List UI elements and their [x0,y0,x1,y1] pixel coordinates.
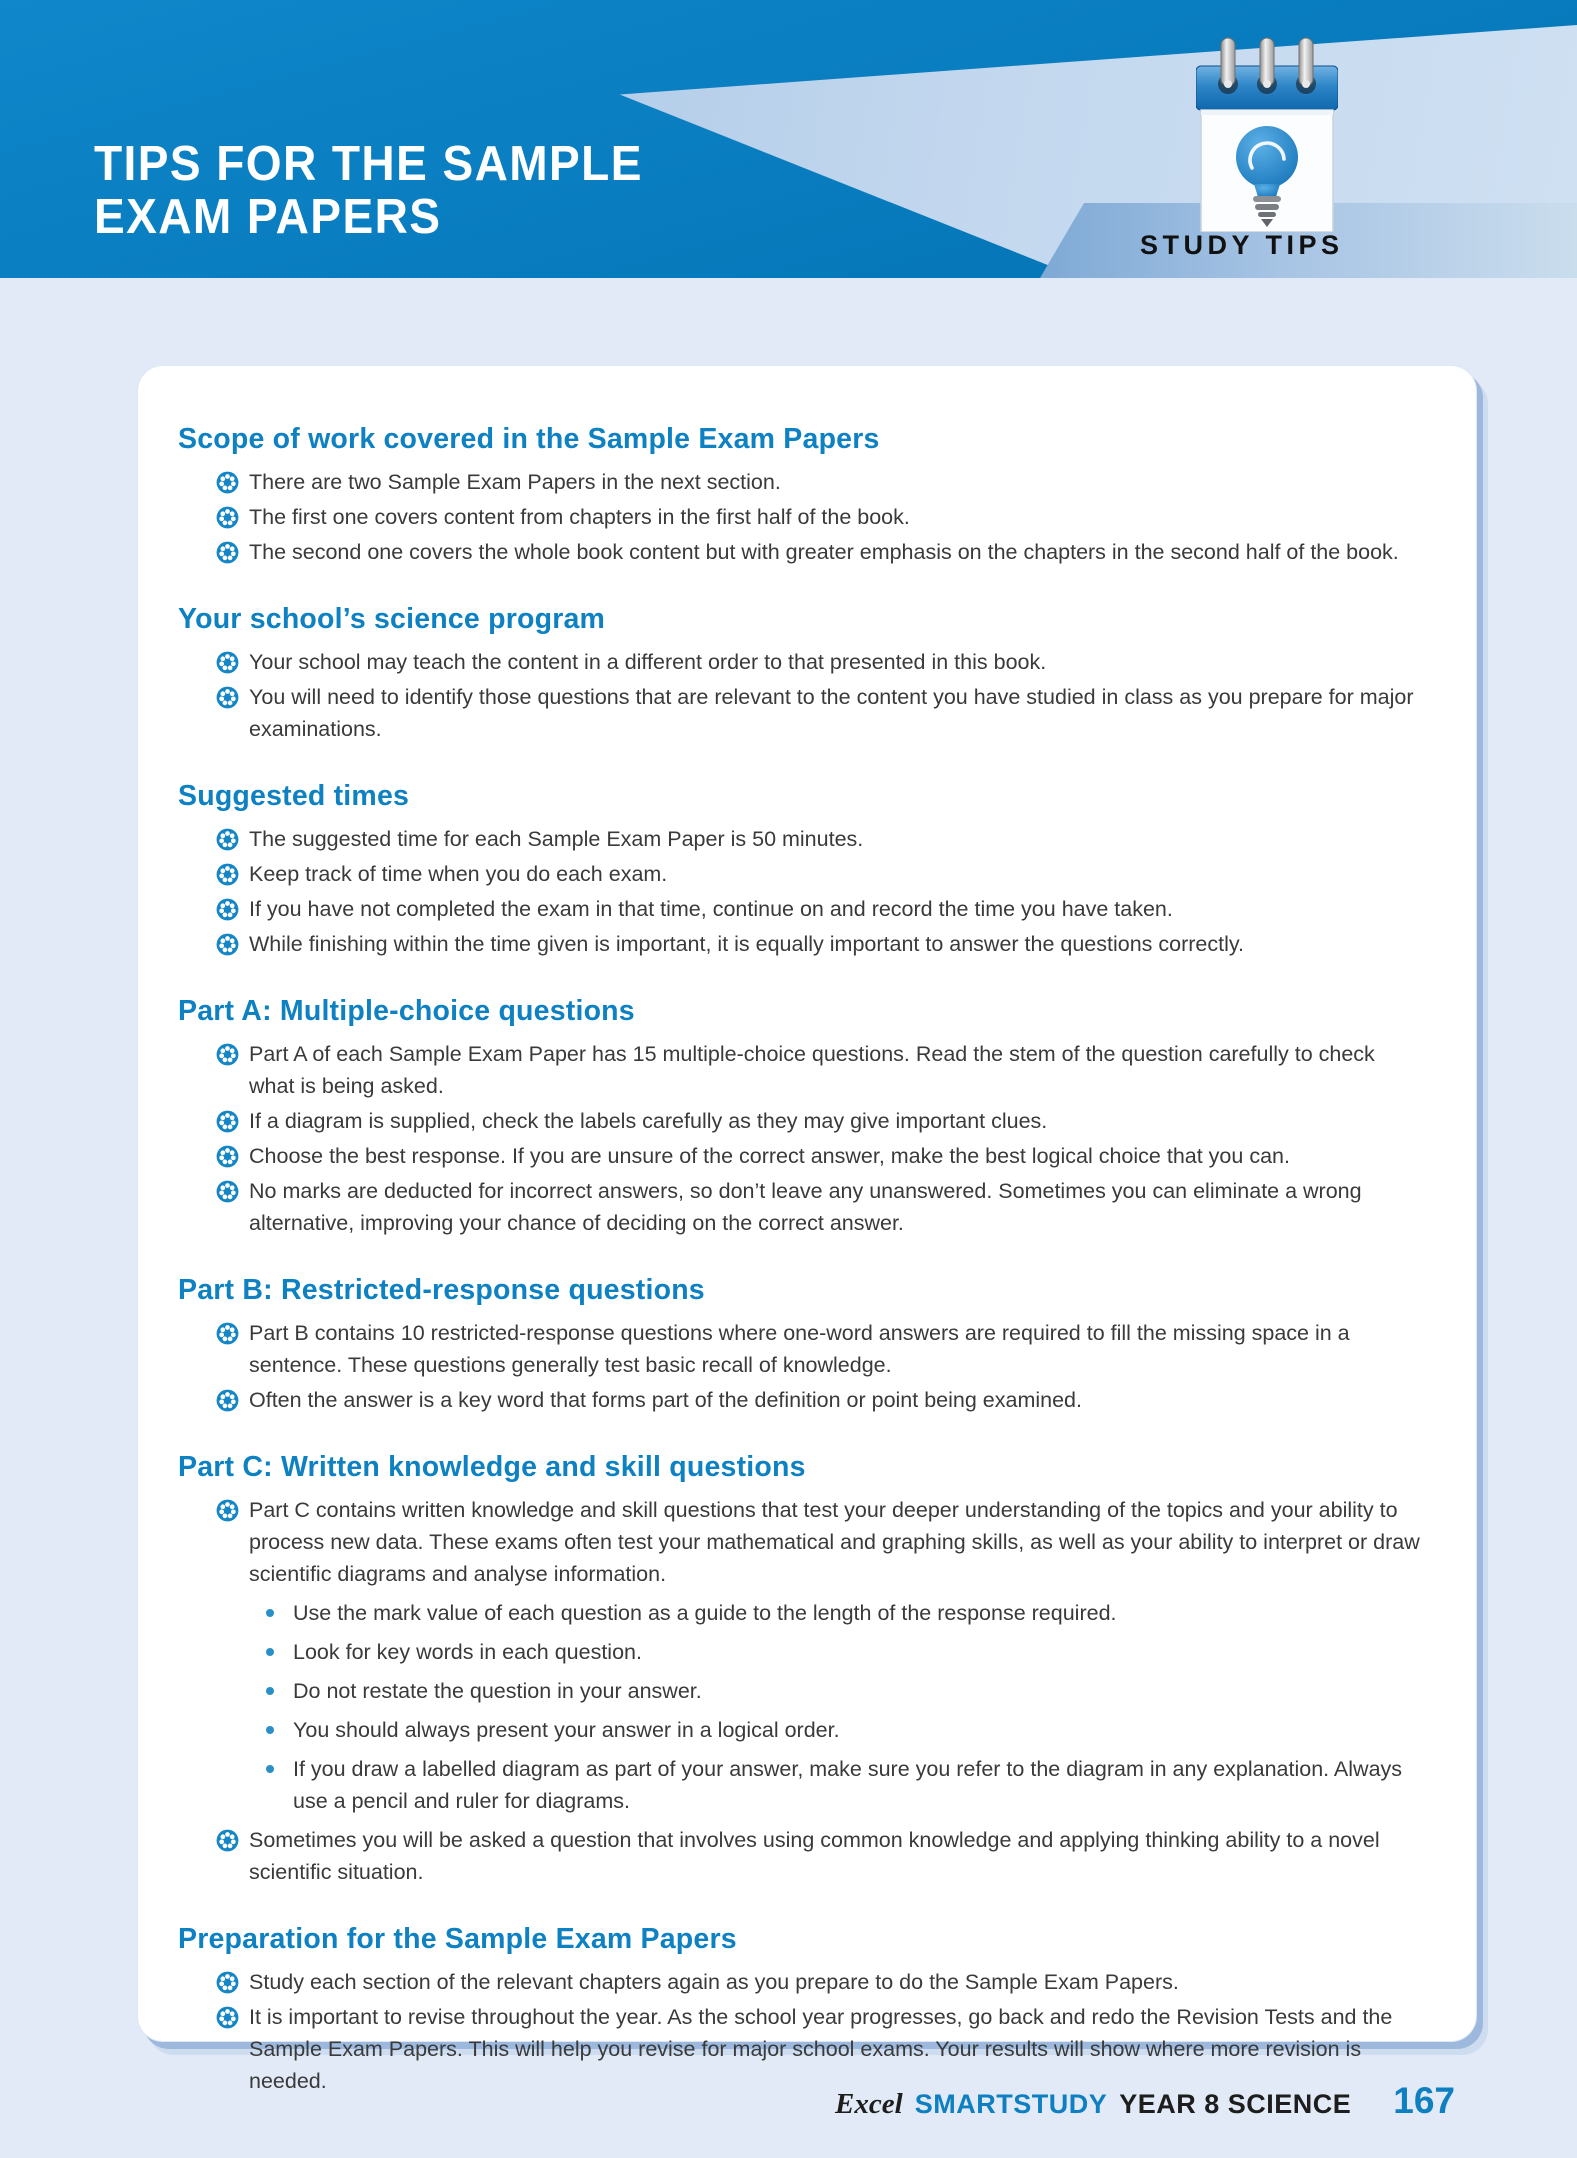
list-item [178,1317,1428,1381]
gear-bullet-icon [216,686,239,709]
gear-bullet-icon [216,1043,239,1066]
page-title [94,138,643,244]
list-item [178,1384,1428,1416]
gear-bullet-icon [216,1322,239,1345]
series-name: SMARTSTUDY [914,2089,1108,2119]
bullet-text: Often the answer is a key word that forms part of the definition or point being examined. [249,1388,1082,1412]
gear-bullet-icon [216,541,239,564]
page-number: 167 [1393,2080,1455,2121]
bullet-text: Do not restate the question in your answer. [293,1679,702,1703]
bullet-text: While finishing within the time given is important, it is equally important to answer the questions correctly. [249,932,1245,956]
list-item [178,1966,1428,1998]
section-heading: Your school’s science program [178,603,606,635]
page-header [0,0,1577,278]
bullet-text: Part B contains 10 restricted-response questions where one-word answers are required to fill the missing space in a sentence. These questions generally test basic recall of knowledge. [249,1321,1350,1377]
brand-logo: Excel [835,2088,903,2120]
bullet-text: The second one covers the whole book content but with greater emphasis on the chapters in the second half of the book. [249,540,1399,564]
sub-list-item [178,1714,1428,1746]
section-suggested-times [178,779,1428,960]
gear-bullet-icon [216,1389,239,1412]
section-school-program [178,602,1428,745]
list-item [178,858,1428,890]
gear-bullet-icon [216,506,239,529]
gear-bullet-icon [216,1499,239,1522]
section-part-b [178,1273,1428,1416]
bullet-text: Use the mark value of each question as a guide to the length of the response required. [293,1601,1117,1625]
sub-list-item [178,1636,1428,1668]
list-item [178,1105,1428,1137]
gear-bullet-icon [216,1180,239,1203]
bullet-text: Study each section of the relevant chapters again as you prepare to do the Sample Exam Papers. [249,1970,1179,1994]
list-item [178,893,1428,925]
gear-bullet-icon [216,1971,239,1994]
section-scope [178,422,1428,568]
dot-bullet-icon [266,1687,274,1695]
bullet-text: If you have not completed the exam in that time, continue on and record the time you have taken. [249,897,1173,921]
section-part-c [178,1450,1428,1888]
gear-bullet-icon [216,471,239,494]
notepad-lightbulb-icon [1196,36,1338,232]
list-item [178,646,1428,678]
sub-list-item [178,1675,1428,1707]
sub-list-item [178,1753,1428,1817]
gear-bullet-icon [216,1829,239,1852]
subject-name: YEAR 8 SCIENCE [1119,2089,1352,2119]
list-item [178,681,1428,745]
study-tips-badge: STUDY TIPS [1140,230,1344,260]
page-footer [835,2080,1455,2122]
bullet-text: Part A of each Sample Exam Paper has 15 multiple-choice questions. Read the stem of the question carefully to check what is being asked. [249,1042,1375,1098]
bullet-text: Choose the best response. If you are unsure of the correct answer, make the best logical choice that you can. [249,1144,1290,1168]
gear-bullet-icon [216,2006,239,2029]
gear-bullet-icon [216,828,239,851]
bullet-text: If you draw a labelled diagram as part of your answer, make sure you refer to the diagram in any explanation. Always use a pencil and ruler for diagrams. [293,1757,1403,1813]
gear-bullet-icon [216,1145,239,1168]
section-preparation [178,1922,1428,2097]
list-item [178,1824,1428,1888]
dot-bullet-icon [266,1765,274,1773]
dot-bullet-icon [266,1726,274,1734]
section-heading: Preparation for the Sample Exam Papers [178,1923,737,1955]
content-card [137,365,1477,2093]
list-item [178,501,1428,533]
bullet-text: It is important to revise throughout the year. As the school year progresses, go back and redo the Revision Tests and the Sample Exam Papers. This will help you revise for major school exams. Your results will show where more revision is needed. [249,2005,1393,2093]
list-item [178,1494,1428,1590]
section-heading: Part A: Multiple-choice questions [178,995,635,1027]
gear-bullet-icon [216,898,239,921]
bullet-text: You should always present your answer in a logical order. [293,1718,840,1742]
page-title-line2: EXAM PAPERS [94,190,442,244]
list-item [178,823,1428,855]
list-item [178,1175,1428,1239]
bullet-text: You will need to identify those questions that are relevant to the content you have studied in class as you prepare for major examinations. [249,685,1414,741]
dot-bullet-icon [266,1609,274,1617]
bullet-text: There are two Sample Exam Papers in the next section. [249,470,781,494]
bullet-text: If a diagram is supplied, check the labels carefully as they may give important clues. [249,1109,1048,1133]
section-heading: Suggested times [178,780,410,812]
page-title-line1: TIPS FOR THE SAMPLE [94,137,643,191]
bullet-text: Keep track of time when you do each exam. [249,862,668,886]
bullet-text: The suggested time for each Sample Exam Paper is 50 minutes. [249,827,864,851]
section-heading: Part B: Restricted-response questions [178,1274,705,1306]
list-item [178,928,1428,960]
sub-list-item [178,1597,1428,1629]
dot-bullet-icon [266,1648,274,1656]
gear-bullet-icon [216,863,239,886]
bullet-text: Look for key words in each question. [293,1640,642,1664]
section-part-a [178,994,1428,1239]
list-item [178,536,1428,568]
bullet-text: Your school may teach the content in a different order to that presented in this book. [249,650,1047,674]
section-heading: Scope of work covered in the Sample Exam Papers [178,423,880,455]
list-item [178,1140,1428,1172]
section-heading: Part C: Written knowledge and skill questions [178,1451,806,1483]
bullet-text: The first one covers content from chapters in the first half of the book. [249,505,910,529]
gear-bullet-icon [216,651,239,674]
bullet-text: Part C contains written knowledge and skill questions that test your deeper understanding of the topics and your ability to process new data. These exams often test your mathematical and graphing skills, as well as your ability to interpret or draw scientific diagrams and analyse information. [249,1498,1420,1586]
bullet-text: No marks are deducted for incorrect answers, so don’t leave any unanswered. Sometimes you can eliminate a wrong alternative, improving your chance of deciding on the correct answer. [249,1179,1362,1235]
gear-bullet-icon [216,1110,239,1133]
list-item [178,1038,1428,1102]
gear-bullet-icon [216,933,239,956]
bullet-text: Sometimes you will be asked a question that involves using common knowledge and applying thinking ability to a novel scientific situation. [249,1828,1380,1884]
list-item [178,466,1428,498]
